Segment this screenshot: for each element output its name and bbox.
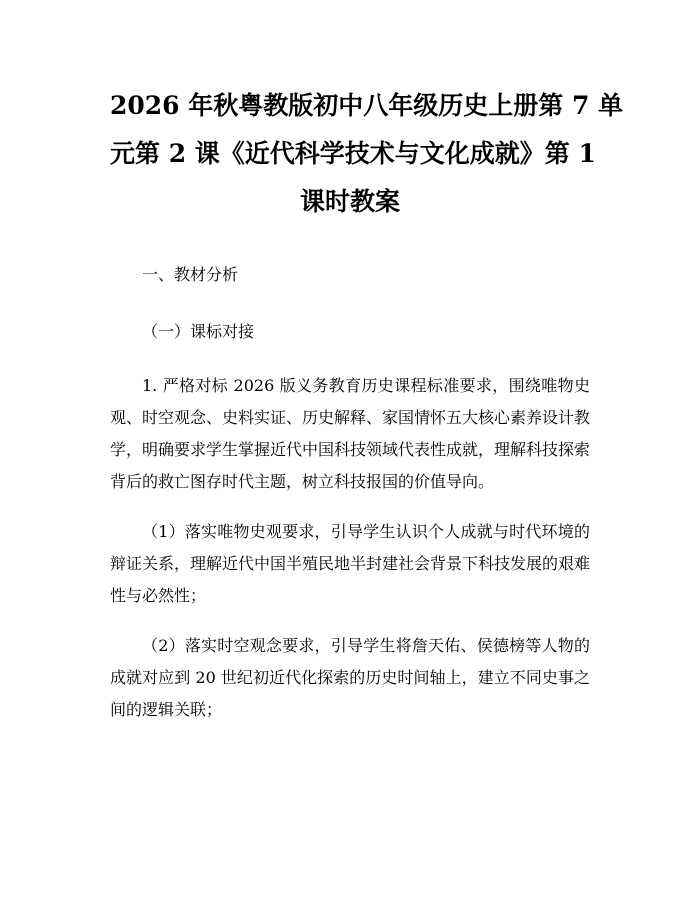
title-line: 课时教案: [299, 187, 400, 216]
subsection-heading: （一）课标对接: [142, 322, 255, 341]
title-line: 2026 年秋粤教版初中八年级历史上册第 7 单: [110, 91, 624, 120]
body-paragraph: 1. 严格对标 2026 版义务教育历史课程标准要求，围绕唯物史观、时空观念、史料实证、历史解释、家国情怀五大核心素养设计教学，明确要求学生掌握近代中国科技领域代表性成就，理解科技探索背后的救亡图存时代主题，树立科技报国的价值导向。: [110, 376, 591, 491]
document-title: [110, 82, 624, 226]
body-paragraph: （2）落实时空观念要求，引导学生将詹天佑、侯德榜等人物的成就对应到 20 世纪初近代化探索的历史时间轴上，建立不同史事之间的逻辑关联；: [110, 636, 590, 719]
section-heading: 一、教材分析: [142, 265, 239, 284]
title-line: 元第 2 课《近代科学技术与文化成就》第 1: [110, 139, 596, 168]
body-paragraph: （1）落实唯物史观要求，引导学生认识个人成就与时代环境的辩证关系，理解近代中国半殖民地半封建社会背景下科技发展的艰难性与必然性；: [110, 522, 591, 605]
